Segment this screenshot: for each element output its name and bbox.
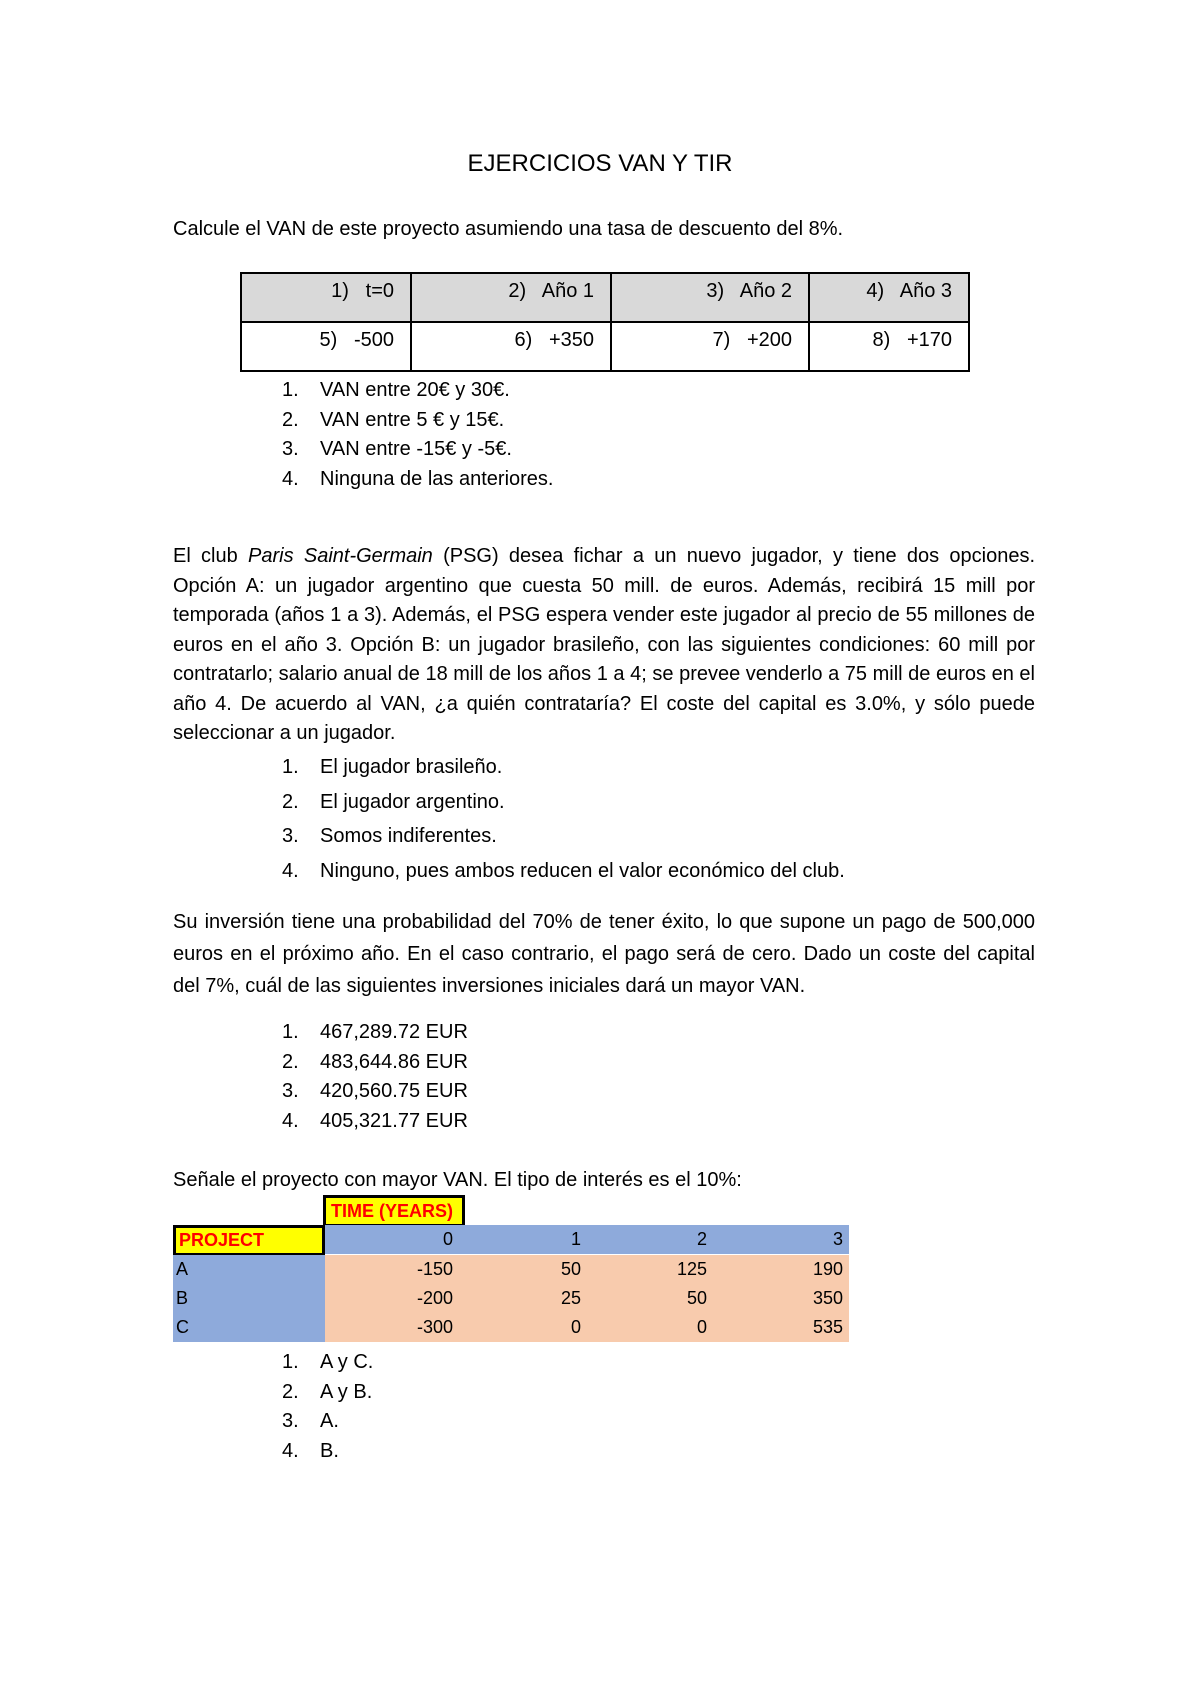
q1-value-cell: 8) +170 (809, 322, 969, 371)
project-name: C (173, 1313, 325, 1342)
project-label: PROJECT (173, 1225, 325, 1256)
table-row (173, 1255, 849, 1284)
cashflow-cell: 50 (686, 1288, 707, 1308)
q1-prompt: Calcule el VAN de este proyecto asumiendo una tasa de descuento del 8%. (173, 218, 844, 240)
cashflow-cell: 0 (570, 1317, 581, 1337)
q1-header-cell: 3) Año 2 (611, 273, 809, 322)
cashflow-cell: 50 (560, 1259, 581, 1279)
table-row (173, 1313, 849, 1342)
project-name: A (173, 1255, 325, 1284)
q2-options (282, 750, 845, 888)
q3-options (282, 1018, 468, 1136)
cashflow-cell: -150 (416, 1259, 453, 1279)
project-name: B (173, 1284, 325, 1313)
year-cell: 0 (442, 1229, 453, 1249)
cashflow-cell: 535 (812, 1317, 843, 1337)
q1-value-cell: 5) -500 (241, 322, 411, 371)
q3-prompt: Su inversión tiene una probabilidad del 70% de tener éxito, lo que supone un pago de 500,000 euros en el próximo año. En el caso contrario, el pago será de cero. Dado un coste del capital del 7%, cuál de las siguientes inversiones iniciales dará un mayor VAN. (173, 911, 1035, 997)
year-cell: 3 (832, 1229, 843, 1249)
year-cell: 2 (696, 1229, 707, 1249)
q2-prompt: El club Paris Saint-Germain (PSG) desea fichar a un nuevo jugador, y tiene dos opciones. Opción A: un jugador argentino que cuesta 50 mill. de euros. Además, recibirá 15 mill por temporada (años 1 a 3). Además, el PSG espera vender este jugador al precio de 55 millones de euros en el año 3. Opción B: un jugador brasileño, con las siguientes condiciones: 60 mill por contratarlo; salario anual de 18 mill de los años 1 a 4; se prevee venderlo a 75 mill de euros en el año 4. De acuerdo al VAN, ¿a quién contrataría? El coste del capital es 3.0%, y sólo puede seleccionar a un jugador. (173, 545, 1035, 744)
q1-option: 1. VAN entre 20€ y 30€. (282, 379, 510, 401)
q1-option: 2. VAN entre 5 € y 15€. (282, 408, 505, 431)
cashflow-cell: 190 (812, 1259, 843, 1279)
year-cell: 1 (570, 1229, 581, 1249)
q4-option: 2. A y B. (282, 1380, 373, 1403)
cashflow-cell: 25 (560, 1288, 581, 1308)
cashflow-cell: -200 (416, 1288, 453, 1308)
q4-option: 4. B. (282, 1439, 339, 1462)
q4-options (282, 1348, 373, 1466)
q4-option: 3. A. (282, 1410, 339, 1432)
q2-option: 1. El jugador brasileño. (282, 756, 503, 778)
q2-option: 2. El jugador argentino. (282, 790, 505, 813)
q1-table-value-row (241, 322, 969, 371)
q1-option: 4. Ninguna de las anteriores. (282, 467, 554, 490)
time-years-label: TIME (YEARS) (323, 1195, 465, 1227)
q3-option: 2. 483,644.86 EUR (282, 1050, 468, 1073)
q1-header-cell: 1) t=0 (241, 273, 411, 322)
q2-club-name: Paris Saint-Germain (248, 545, 433, 567)
q2-option: 3. Somos indiferentes. (282, 825, 497, 847)
page-title: EJERCICIOS VAN Y TIR (467, 150, 733, 177)
q1-options (282, 376, 553, 494)
q1-option: 3. VAN entre -15€ y -5€. (282, 438, 512, 460)
q4-header-row (173, 1225, 849, 1254)
q3-option: 3. 420,560.75 EUR (282, 1080, 468, 1102)
q3-option: 1. 467,289.72 EUR (282, 1021, 468, 1043)
q1-table-header-row (241, 273, 969, 322)
cashflow-cell: 0 (696, 1317, 707, 1337)
cashflow-cell: 125 (676, 1259, 707, 1279)
q4-prompt: Señale el proyecto con mayor VAN. El tipo de interés es el 10%: (173, 1169, 742, 1191)
q1-value-cell: 6) +350 (411, 322, 611, 371)
table-row (173, 1284, 849, 1313)
q3-option: 4. 405,321.77 EUR (282, 1109, 468, 1132)
q4-option: 1. A y C. (282, 1351, 374, 1373)
q1-cashflow-table (240, 272, 970, 372)
cashflow-cell: 350 (812, 1288, 843, 1308)
cashflow-cell: -300 (416, 1317, 453, 1337)
q1-header-cell: 2) Año 1 (411, 273, 611, 322)
q1-header-cell: 4) Año 3 (809, 273, 969, 322)
q1-value-cell: 7) +200 (611, 322, 809, 371)
q2-option: 4. Ninguno, pues ambos reducen el valor económico del club. (282, 859, 845, 882)
